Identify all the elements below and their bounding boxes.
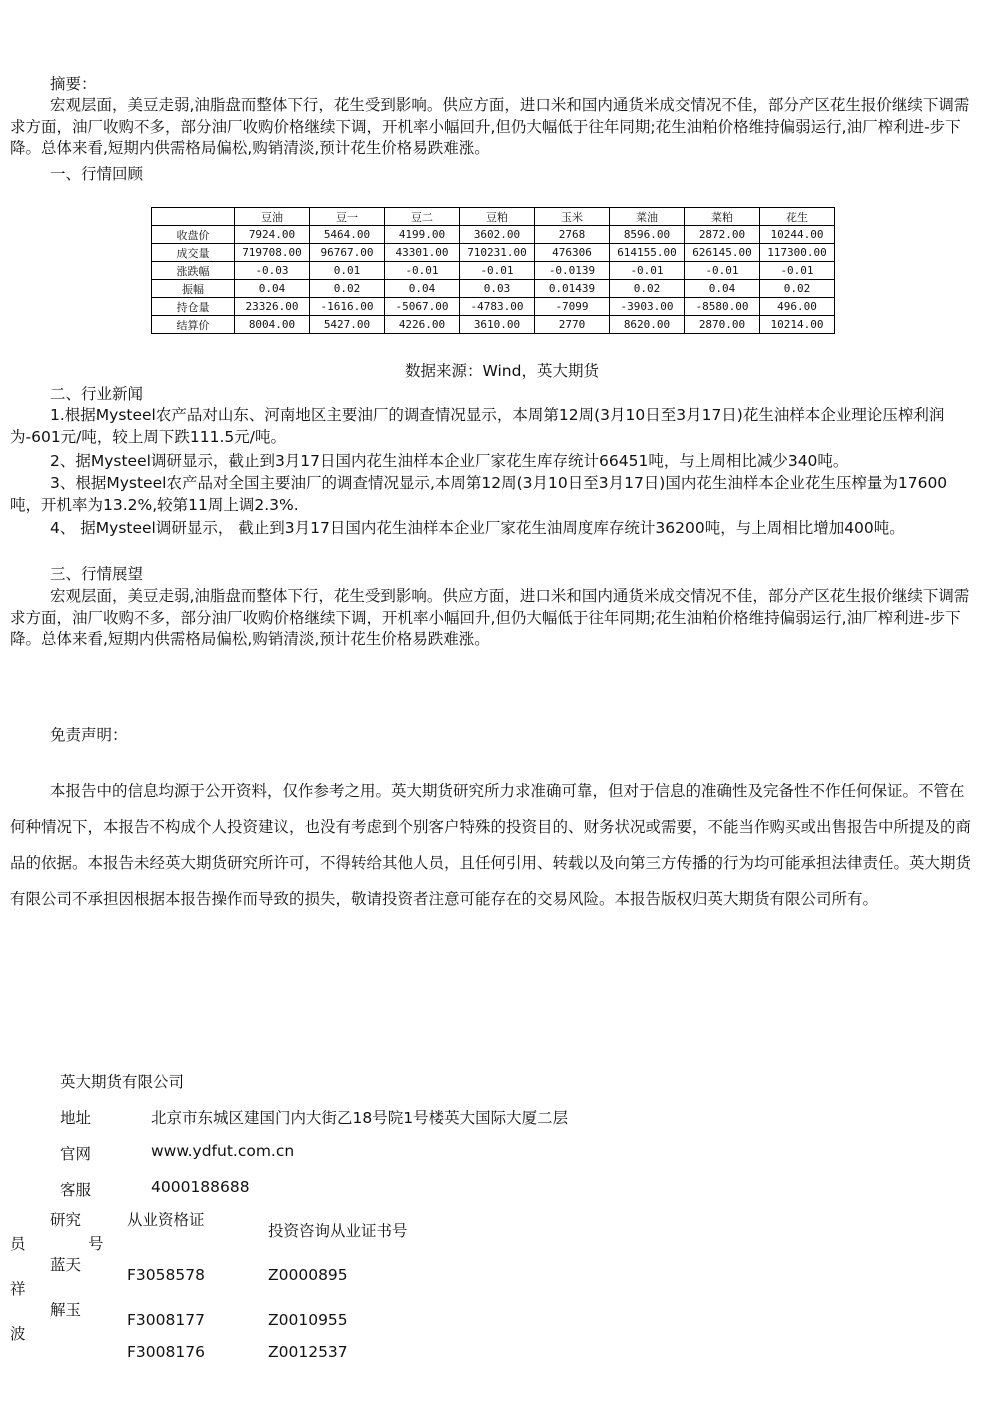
table-cell: -0.01 xyxy=(610,262,685,280)
table-corner-cell xyxy=(152,208,235,226)
table-cell: 5427.00 xyxy=(310,316,385,334)
table-cell: 0.04 xyxy=(685,280,760,298)
table-cell: -1616.00 xyxy=(310,298,385,316)
table-cell: 614155.00 xyxy=(610,244,685,262)
address-label: 地址 xyxy=(60,1109,92,1127)
table-row xyxy=(152,226,835,244)
table-cell: -0.01 xyxy=(685,262,760,280)
column-header: 花生 xyxy=(760,208,835,226)
column-header: 玉米 xyxy=(535,208,610,226)
table-cell: 8620.00 xyxy=(610,316,685,334)
table-cell: -0.01 xyxy=(385,262,460,280)
address-value: 北京市东城区建国门内大街乙18号院1号楼英大国际大厦二层 xyxy=(151,1109,569,1127)
table-row xyxy=(152,280,835,298)
column-header: 豆二 xyxy=(385,208,460,226)
company-name: 英大期货有限公司 xyxy=(60,1073,185,1091)
table-header-row xyxy=(152,208,835,226)
row-label: 收盘价 xyxy=(152,226,235,244)
column-header: 菜油 xyxy=(610,208,685,226)
table-source: 数据来源：Wind，英大期货 xyxy=(405,362,599,380)
table-cell: 2870.00 xyxy=(685,316,760,334)
table-cell: 719708.00 xyxy=(235,244,310,262)
table-cell: -0.01 xyxy=(460,262,535,280)
table-cell: 7924.00 xyxy=(235,226,310,244)
table-cell: 476306 xyxy=(535,244,610,262)
table-cell: -0.0139 xyxy=(535,262,610,280)
table-cell: 2768 xyxy=(535,226,610,244)
staff-header-researcher-a: 研究 xyxy=(50,1211,82,1229)
website-label: 官网 xyxy=(60,1145,92,1163)
column-header: 菜粕 xyxy=(685,208,760,226)
table-cell: -5067.00 xyxy=(385,298,460,316)
disclaimer-heading: 免责声明： xyxy=(50,726,128,744)
table-row xyxy=(152,298,835,316)
column-header: 豆一 xyxy=(310,208,385,226)
table-cell: 626145.00 xyxy=(685,244,760,262)
summary-text: 宏观层面，美豆走弱,油脂盘而整体下行，花生受到影响。供应方面，进口米和国内通货米成交情况不佳，部分产区花生报价继续下调需求方面，油厂收购不多，部分油厂收购价格继续下调，开机率小幅回升,但仍大幅低于往年同期;花生油粕价格维持偏弱运行,油厂榨利进-步下降。总体来看,短期内供需格局偏松,购销清淡,预计花生价格易跌难涨。 xyxy=(10,96,970,157)
table-cell: 0.02 xyxy=(760,280,835,298)
staff-name-1b: 祥 xyxy=(10,1280,26,1298)
table-cell: 3610.00 xyxy=(460,316,535,334)
staff-name-1a: 蓝天 xyxy=(50,1256,82,1274)
staff-header-cert-b: 号 xyxy=(88,1235,104,1253)
table-cell: 43301.00 xyxy=(385,244,460,262)
row-label: 成交量 xyxy=(152,244,235,262)
table-cell: 10214.00 xyxy=(760,316,835,334)
service-label: 客服 xyxy=(60,1181,92,1199)
section2-heading: 二、行业新闻 xyxy=(50,385,144,403)
staff-name-2b: 波 xyxy=(10,1325,26,1343)
staff-header-researcher-b: 员 xyxy=(10,1235,26,1253)
disclaimer-text: 本报告中的信息均源于公开资料，仅作参考之用。英大期货研究所力求准确可靠，但对于信息的准确性及完备性不作任何保证。不管在何种情况下，本报告不构成个人投资建议，也没有考虑到个别客户特殊的投资目的、财务状况或需要，不能当作购买或出售报告中所提及的商品的依据。本报告未经英大期货研究所许可，不得转给其他人员，且任何引用、转载以及向第三方传播的行为均可能承担法律责任。英大期货有限公司不承担因根据本报告操作而导致的损失，敬请投资者注意可能存在的交易风险。本报告版权归英大期货有限公司所有。 xyxy=(10,782,972,908)
table-cell: 3602.00 xyxy=(460,226,535,244)
staff-name-2a: 解玉 xyxy=(50,1301,82,1319)
column-header: 豆粕 xyxy=(460,208,535,226)
table-row xyxy=(152,262,835,280)
staff-header-advisory: 投资咨询从业证书号 xyxy=(268,1222,408,1240)
table-cell: 8004.00 xyxy=(235,316,310,334)
staff-cert-3: F3008176 xyxy=(127,1343,205,1361)
table-cell: 10244.00 xyxy=(760,226,835,244)
section1-heading: 一、行情回顾 xyxy=(50,165,144,183)
table-cell: -7099 xyxy=(535,298,610,316)
staff-advisory-2: Z0010955 xyxy=(268,1311,348,1329)
table-row xyxy=(152,244,835,262)
staff-advisory-3: Z0012537 xyxy=(268,1343,348,1361)
staff-advisory-1: Z0000895 xyxy=(268,1266,348,1284)
row-label: 持仓量 xyxy=(152,298,235,316)
table-cell: 0.03 xyxy=(460,280,535,298)
table-cell: 4199.00 xyxy=(385,226,460,244)
row-label: 涨跌幅 xyxy=(152,262,235,280)
service-phone: 4000188688 xyxy=(151,1178,250,1196)
table-cell: 2872.00 xyxy=(685,226,760,244)
news-item-4: 4、 据Mysteel调研显示， 截止到3月17日国内花生油样本企业厂家花生油周度库存统计36200吨，与上周相比增加400吨。 xyxy=(50,519,905,537)
table-cell: 2770 xyxy=(535,316,610,334)
table-cell: 0.04 xyxy=(235,280,310,298)
row-label: 振幅 xyxy=(152,280,235,298)
table-cell: 496.00 xyxy=(760,298,835,316)
table-cell: 117300.00 xyxy=(760,244,835,262)
row-label: 结算价 xyxy=(152,316,235,334)
news-item-2: 2、据Mysteel调研显示，截止到3月17日国内花生油样本企业厂家花生库存统计66451吨，与上周相比减少340吨。 xyxy=(50,452,849,470)
summary-heading: 摘要： xyxy=(50,75,97,93)
table-cell: 710231.00 xyxy=(460,244,535,262)
table-cell: -0.03 xyxy=(235,262,310,280)
table-cell: -3903.00 xyxy=(610,298,685,316)
table-cell: 5464.00 xyxy=(310,226,385,244)
staff-cert-2: F3008177 xyxy=(127,1311,205,1329)
table-cell: 4226.00 xyxy=(385,316,460,334)
table-cell: 0.04 xyxy=(385,280,460,298)
table-cell: 96767.00 xyxy=(310,244,385,262)
outlook-text: 宏观层面，美豆走弱,油脂盘而整体下行，花生受到影响。供应方面，进口米和国内通货米成交情况不佳，部分产区花生报价继续下调需求方面，油厂收购不多，部分油厂收购价格继续下调，开机率小幅回升,但仍大幅低于往年同期;花生油粕价格维持偏弱运行,油厂榨利进-步下降。总体来看,短期内供需格局偏松,购销清淡,预计花生价格易跌难涨。 xyxy=(10,587,970,648)
table-cell: 0.01439 xyxy=(535,280,610,298)
market-table xyxy=(151,207,835,334)
table-cell: 0.02 xyxy=(310,280,385,298)
news-item-3: 3、根据Mysteel农产品对全国主要油厂的调查情况显示,本周第12周(3月10日至3月17日)国内花生油样本企业花生压榨量为17600吨，开机率为13.2%,较第11周上调2.3%. xyxy=(10,474,948,514)
table-cell: 8596.00 xyxy=(610,226,685,244)
table-cell: -0.01 xyxy=(760,262,835,280)
table-cell: 0.02 xyxy=(610,280,685,298)
table-cell: 23326.00 xyxy=(235,298,310,316)
section3-heading: 三、行情展望 xyxy=(50,565,144,583)
news-item-1: 1.根据Mysteel农产品对山东、河南地区主要油厂的调查情况显示，本周第12周(3月10日至3月17日)花生油样本企业理论压榨利润为-601元/吨，较上周下跌111.5元/吨。 xyxy=(10,406,945,446)
staff-header-cert-a: 从业资格证 xyxy=(127,1211,205,1229)
table-row xyxy=(152,316,835,334)
website-link[interactable]: www.ydfut.com.cn xyxy=(151,1142,295,1160)
staff-cert-1: F3058578 xyxy=(127,1266,205,1284)
table-cell: -8580.00 xyxy=(685,298,760,316)
table-cell: 0.01 xyxy=(310,262,385,280)
column-header: 豆油 xyxy=(235,208,310,226)
table-cell: -4783.00 xyxy=(460,298,535,316)
